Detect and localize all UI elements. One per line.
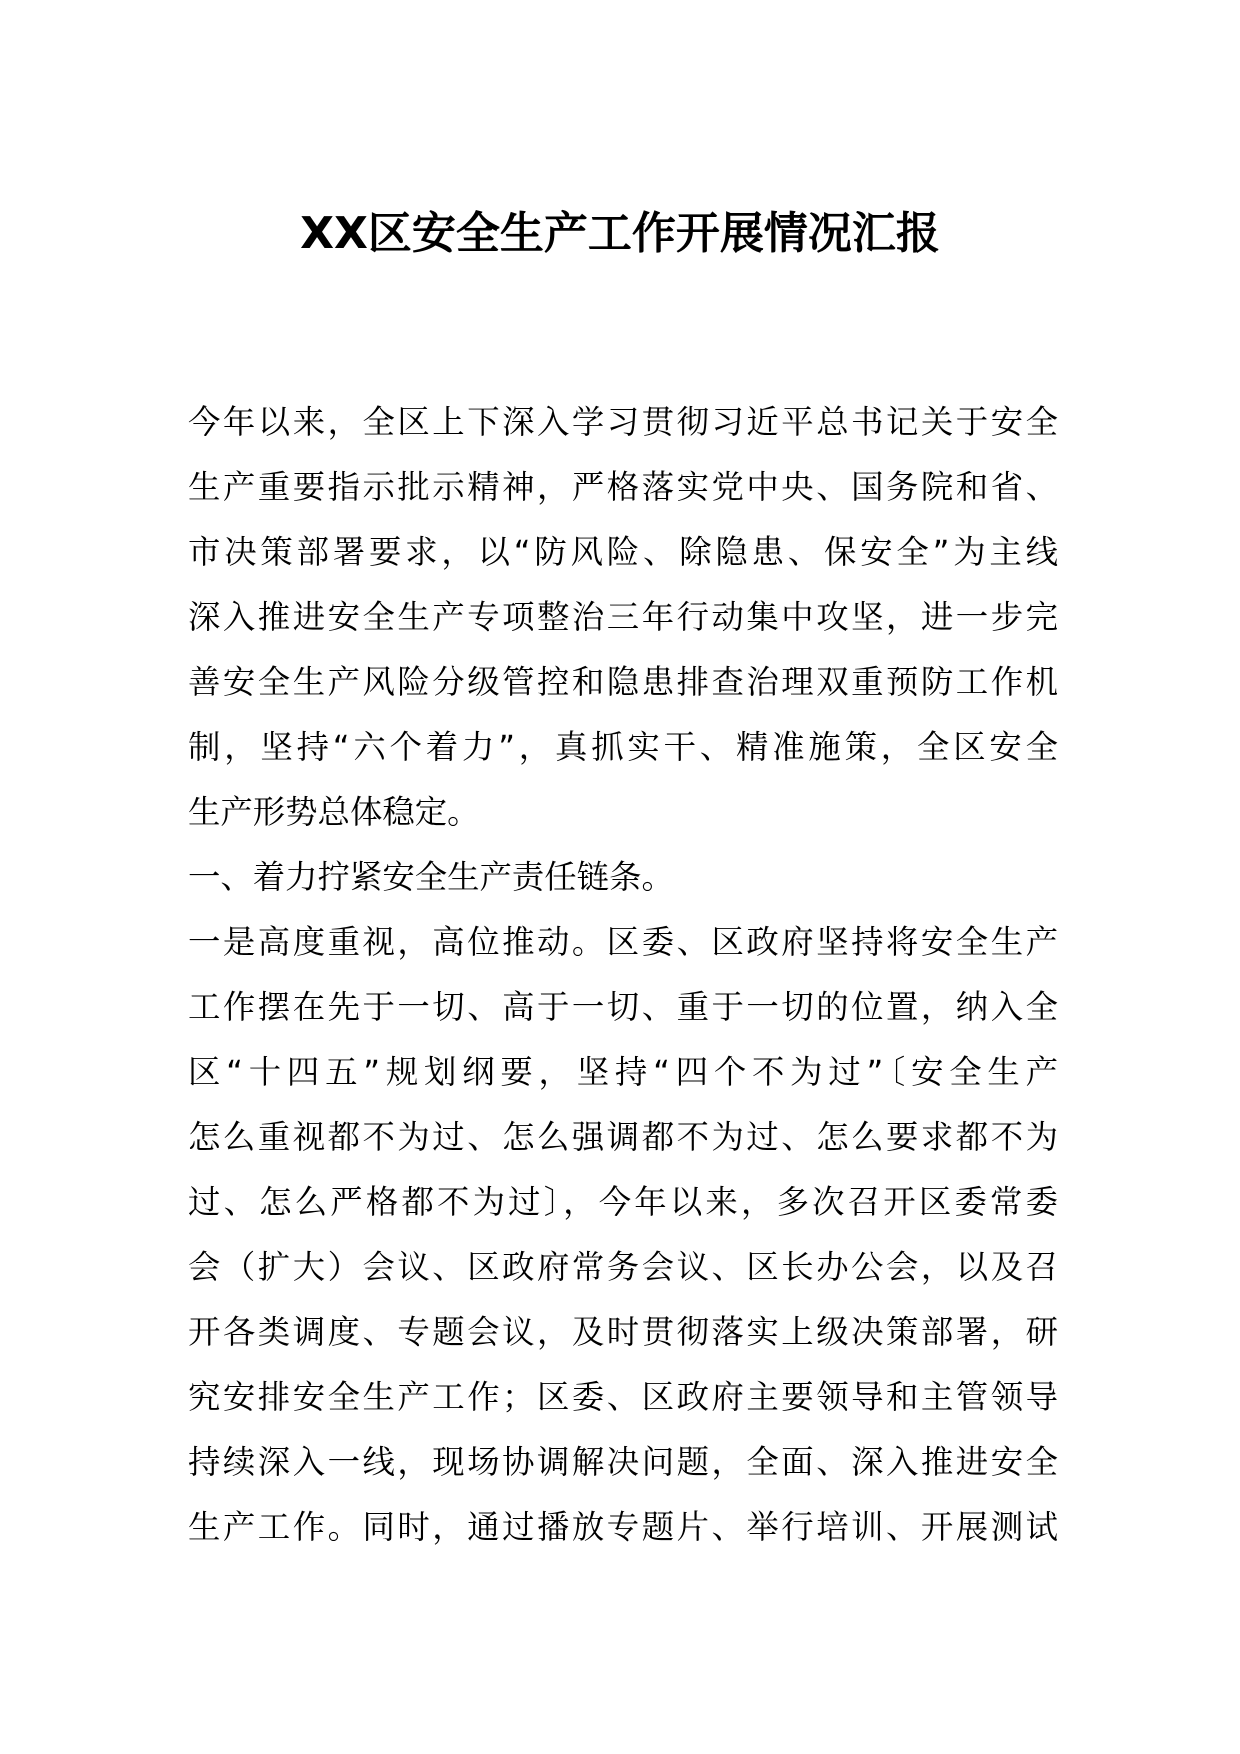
body-line: 今年以来，全区上下深入学习贯彻习近平总书记关于安全 [188,403,1058,441]
body-line: 区“十四五”规划纲要，坚持“四个不为过”〔安全生产 [188,1053,1058,1091]
body-line: 工作摆在先于一切、高于一切、重于一切的位置，纳入全 [188,988,1058,1026]
body-line: 善安全生产风险分级管控和隐患排查治理双重预防工作机 [188,663,1058,701]
body-line: 制，坚持“六个着力”，真抓实干、精准施策，全区安全 [188,728,1058,766]
body-line: 怎么重视都不为过、怎么强调都不为过、怎么要求都不为 [188,1118,1058,1156]
body-line: 究安排安全生产工作；区委、区政府主要领导和主管领导 [188,1378,1058,1416]
section-heading: 一、着力拧紧安全生产责任链条。 [188,858,674,896]
body-line: 过、怎么严格都不为过〕，今年以来，多次召开区委常委 [188,1183,1058,1221]
body-line: 市决策部署要求，以“防风险、除隐患、保安全”为主线 [188,533,1058,571]
body-line: 生产工作。同时，通过播放专题片、举行培训、开展测试 [188,1508,1058,1546]
body-line: 深入推进安全生产专项整治三年行动集中攻坚，进一步完 [188,598,1058,636]
body-line: 生产形势总体稳定。 [188,793,480,831]
body-line: 开各类调度、专题会议，及时贯彻落实上级决策部署，研 [188,1313,1058,1351]
body-line: 持续深入一线，现场协调解决问题，全面、深入推进安全 [188,1443,1058,1481]
body-line: 生产重要指示批示精神，严格落实党中央、国务院和省、 [188,468,1058,506]
body-line: 会（扩大）会议、区政府常务会议、区长办公会，以及召 [188,1248,1058,1286]
document-title: XX区安全生产工作开展情况汇报 [300,208,940,259]
document-body [188,390,1058,1560]
body-line: 一是高度重视，高位推动。区委、区政府坚持将安全生产 [188,923,1058,961]
